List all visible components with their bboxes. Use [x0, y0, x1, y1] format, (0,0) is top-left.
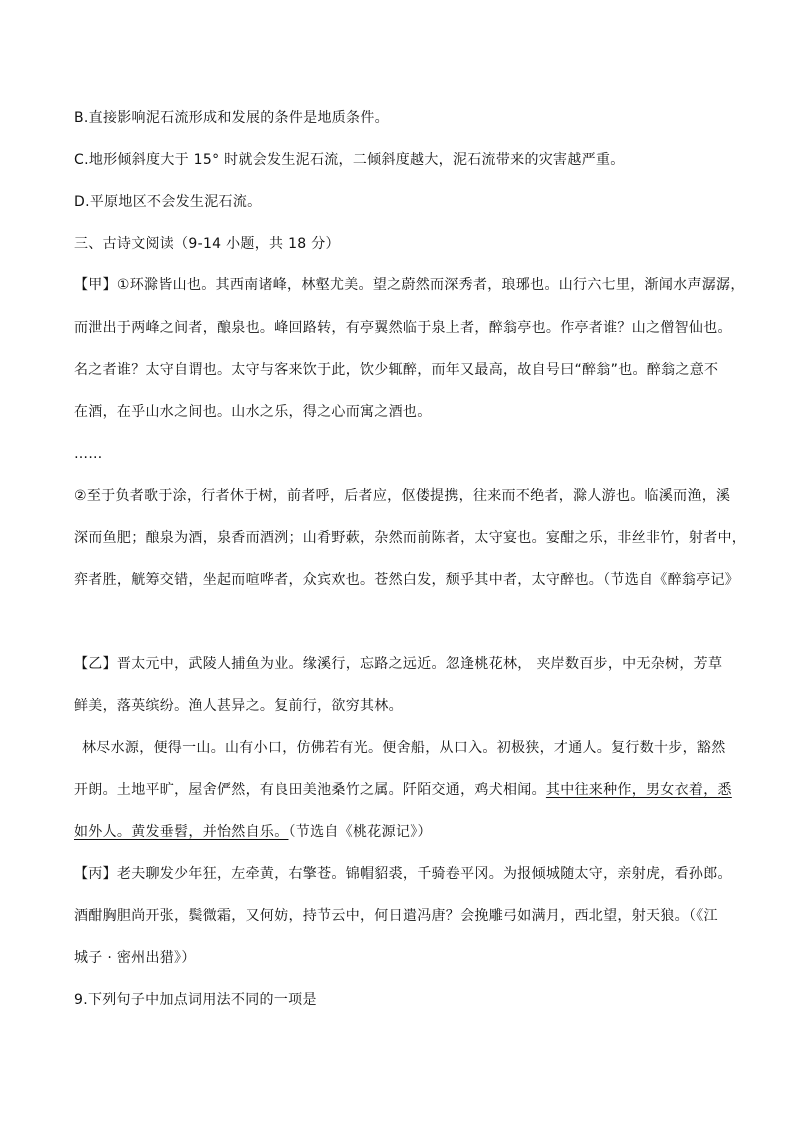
underlined-sentence-part-1: 其中往来种作，男女衣着，悉: [545, 782, 732, 798]
passage-yi-line-4-text: 开朗。土地平旷，屋舍俨然，有良田美池桑竹之属。阡陌交通，鸡犬相闻。: [74, 782, 546, 798]
passage-yi-line-4: [74, 780, 732, 800]
option-c: C.地形倾斜度大于 15° 时就会发生泥石流，二倾斜度越大，泥石流带来的灾害越严重。: [74, 152, 625, 168]
passage-yi-line-1: 【乙】晋太元中，武陵人捕鱼为业。缘溪行，忘路之远近。忽逢桃花林， 夹岸数百步，中无杂树，芳草: [74, 656, 723, 672]
source-note: （节选自《桃花源记》）: [288, 824, 432, 840]
passage-bing-line-1: 【丙】老夫聊发少年狂，左牵黄，右擎苍。锦帽貂裘，千骑卷平冈。为报倾城随太守，亲射虎，看孙郎。: [74, 866, 732, 882]
passage-jia-line-7: 弈者胜，觥筹交错，坐起而喧哗者，众宾欢也。苍然白发，颓乎其中者，太守醉也。（节选自《醉翁亭记》: [74, 572, 740, 588]
underlined-sentence-part-2: 如外人。黄发垂髫，并怡然自乐。: [74, 824, 289, 840]
passage-yi-line-2: 鲜美，落英缤纷。渔人甚异之。复前行，欲穷其林。: [74, 698, 403, 714]
passage-yi-line-3: 林尽水源，便得一山。山有小口，仿佛若有光。便舍船，从口入。初极狭，才通人。复行数十步，豁然: [82, 740, 726, 756]
section-heading: 三、古诗文阅读（9-14 小题，共 18 分）: [74, 236, 340, 252]
passage-jia-line-1: 【甲】①环滁皆山也。其西南诸峰，林壑尤美。望之蔚然而深秀者，琅琊也。山行六七里，渐闻水声潺潺，: [74, 277, 745, 293]
passage-jia-line-5: ②至于负者歌于涂，行者休于树，前者呼，后者应，伛偻提携，往来而不绝者，滁人游也。临溪而渔，溪: [74, 488, 731, 504]
passage-bing-line-2: 酒酣胸胆尚开张，鬓微霜，又何妨，持节云中，何日遣冯唐？会挽雕弓如满月，西北望，射天狼。（《江: [74, 908, 718, 924]
passage-jia-line-6: 深而鱼肥；酿泉为酒，泉香而酒洌；山肴野蔌，杂然而前陈者，太守宴也。宴酣之乐，非丝非竹，射者中，: [74, 530, 747, 546]
option-d: D.平原地区不会发生泥石流。: [74, 194, 262, 210]
passage-yi-line-5: [74, 822, 432, 842]
ellipsis: ……: [74, 446, 103, 462]
passage-jia-line-3: 名之者谁？太守自谓也。太守与客来饮于此，饮少辄醉，而年又最高，故自号曰“醉翁”也。醉翁之意不: [74, 362, 719, 378]
passage-jia-line-2: 而泄出于两峰之间者，酿泉也。峰回路转，有亭翼然临于泉上者，醉翁亭也。作亭者谁？山之僧智仙也。: [74, 320, 732, 336]
question-9: 9.下列句子中加点词用法不同的一项是: [74, 992, 317, 1008]
passage-bing-line-3: 城子 · 密州出猎》）: [74, 950, 196, 966]
passage-jia-line-4: 在酒，在乎山水之间也。山水之乐，得之心而寓之酒也。: [74, 404, 432, 420]
option-b: B.直接影响泥石流形成和发展的条件是地质条件。: [74, 110, 389, 126]
